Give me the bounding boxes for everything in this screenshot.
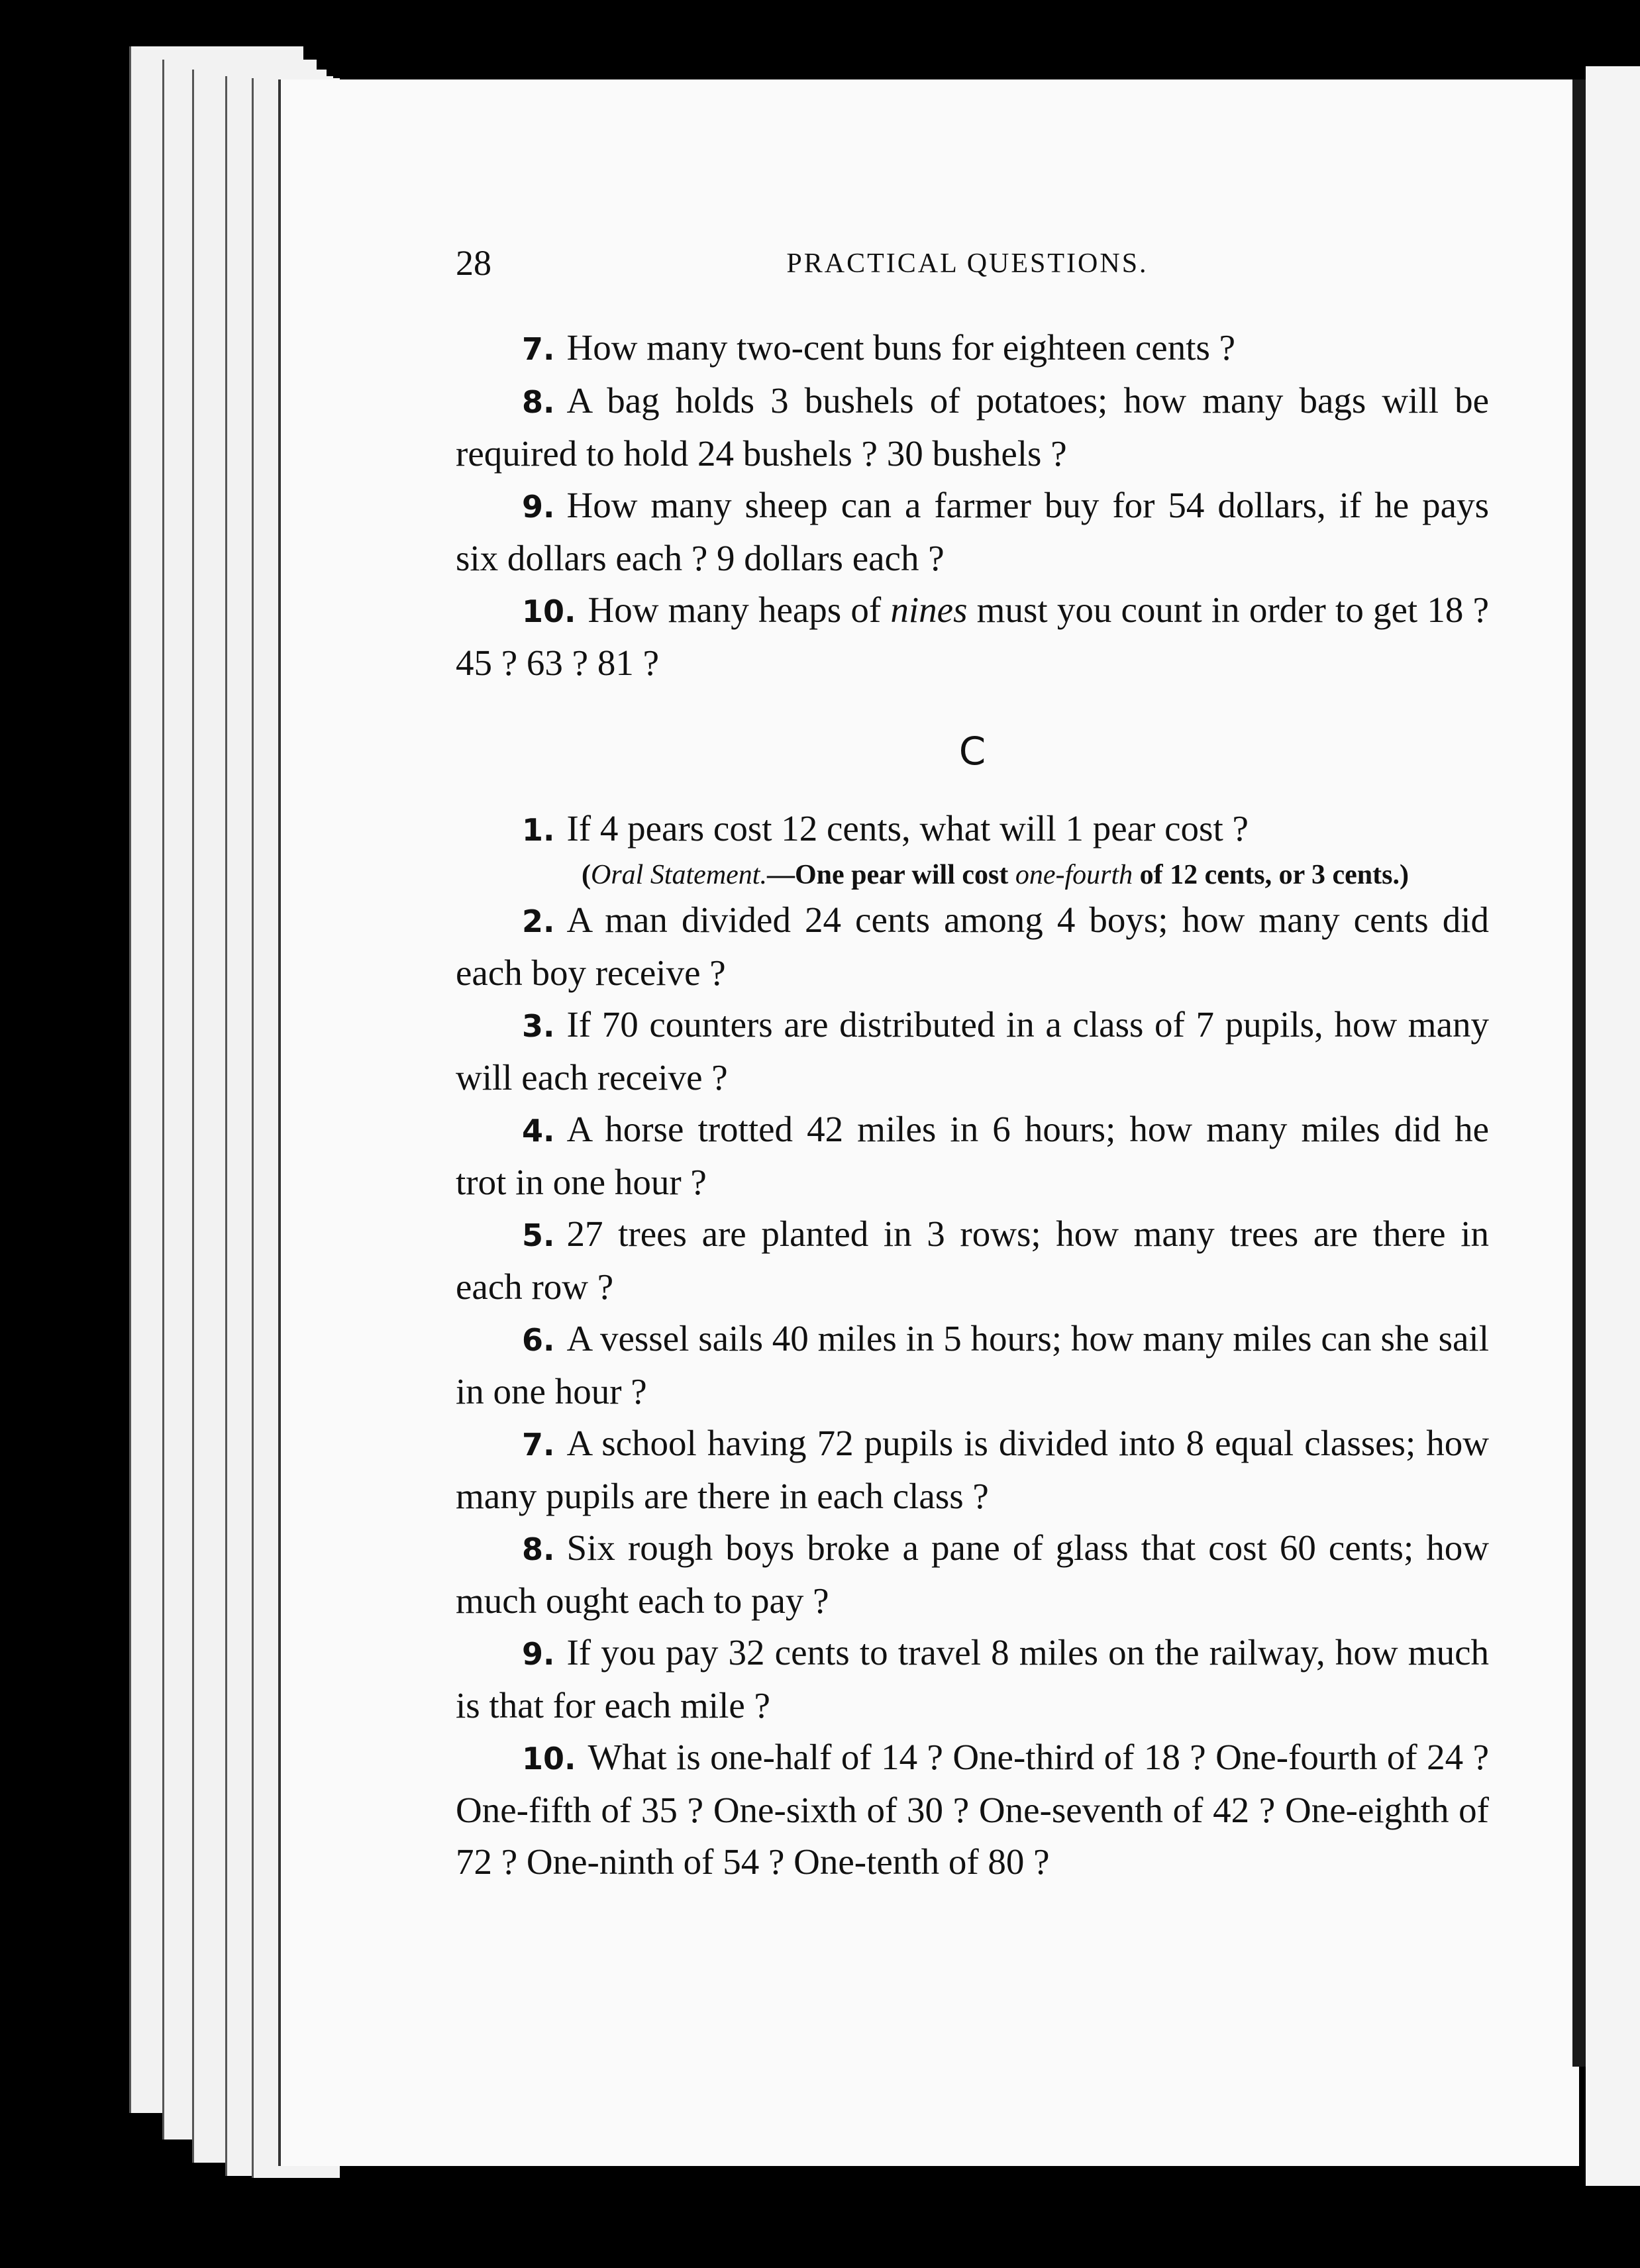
page-number: 28 [456, 243, 491, 283]
question-b8: 8. A bag holds 3 bushels of potatoes; how many bags will be required to hold 24 bushels ? 30 bushels ? [456, 380, 1489, 474]
book-spine-shadow [1572, 79, 1586, 2067]
question-c5: 5. 27 trees are planted in 3 rows; how many trees are there in each row ? [456, 1213, 1489, 1307]
question-c4: 4. A horse trotted 42 miles in 6 hours; how many miles did he trot in one hour ? [456, 1109, 1489, 1202]
next-page-edge [1586, 66, 1640, 2186]
question-c7: 7. A school having 72 pupils is divided into 8 equal classes; how many pupils are there in each class ? [456, 1423, 1489, 1516]
page-header [456, 242, 1479, 289]
running-head: PRACTICAL QUESTIONS. [786, 248, 1149, 279]
section-heading-c: C [958, 729, 986, 774]
question-b7: 7. How many two-cent buns for eighteen cents ? [522, 327, 1236, 368]
question-c8: 8. Six rough boys broke a pane of glass that cost 60 cents; how much ought each to pay ? [456, 1527, 1489, 1621]
section-b-continued [456, 322, 1489, 689]
question-c2: 2. A man divided 24 cents among 4 boys; how many cents did each boy receive ? [456, 900, 1489, 993]
question-c9: 9. If you pay 32 cents to travel 8 miles on the railway, how much is that for each mile ? [456, 1632, 1489, 1726]
question-c10: 10. What is one-half of 14 ? One-third of 18 ? One-fourth of 24 ? One-fifth of 35 ? One-sixth of 30 ? One-seventh of 42 ? One-eighth of 72 ? One-ninth of 54 ? One-tenth of 80 ? [456, 1737, 1489, 1882]
question-b10: 10. How many heaps of nines must you count in order to get 18 ? 45 ? 63 ? 81 ? [456, 590, 1489, 683]
oral-statement-note: (Oral Statement.—One pear will cost one-fourth of 12 cents, or 3 cents.) [582, 860, 1409, 890]
question-c1: 1. If 4 pears cost 12 cents, what will 1 pear cost ? [522, 808, 1249, 849]
question-c6: 6. A vessel sails 40 miles in 5 hours; how many miles can she sail in one hour ? [456, 1318, 1489, 1412]
question-b9: 9. How many sheep can a farmer buy for 54 dollars, if he pays six dollars each ? 9 dollars each ? [456, 485, 1489, 578]
section-c [456, 803, 1489, 1888]
question-c3: 3. If 70 counters are distributed in a class of 7 pupils, how many will each receive ? [456, 1004, 1489, 1098]
